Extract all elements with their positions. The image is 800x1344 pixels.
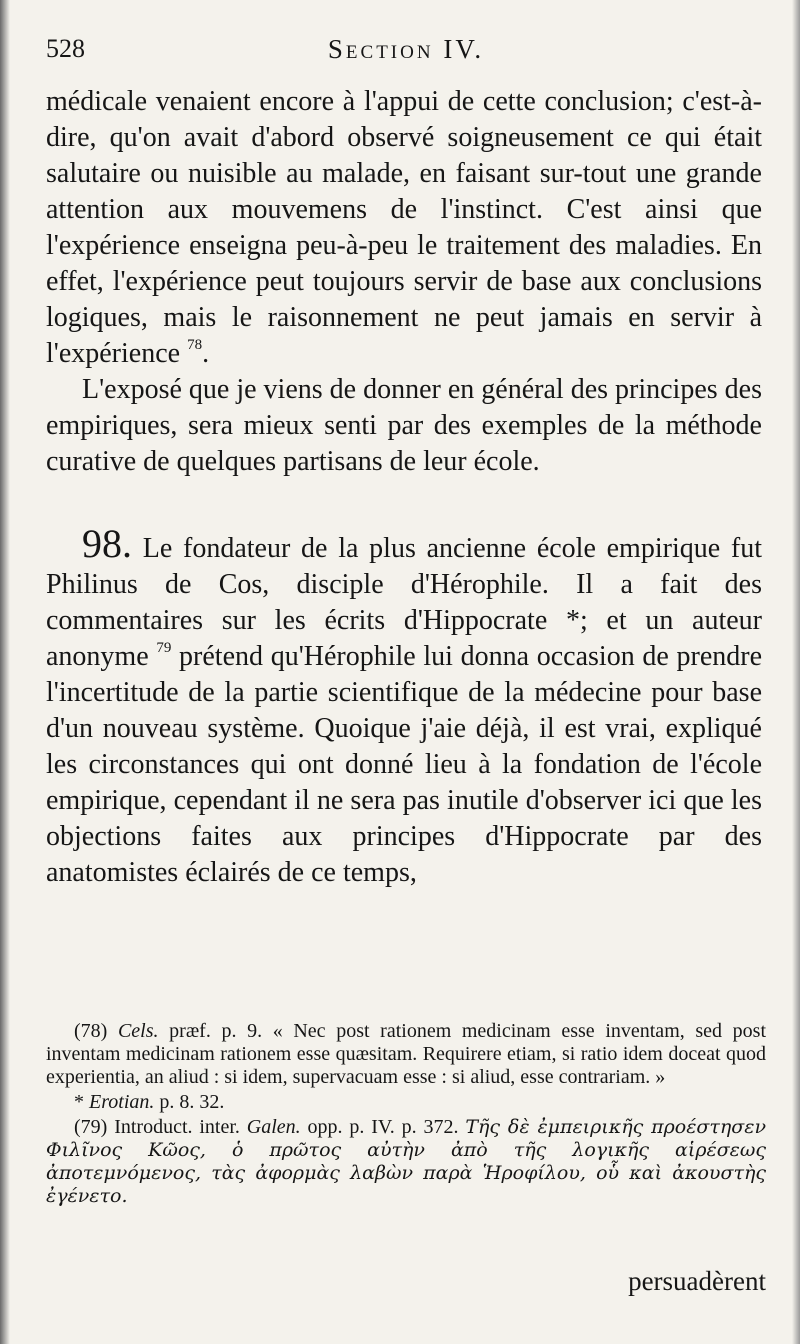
page-header — [46, 34, 766, 74]
note-ref-78: 78 — [187, 337, 203, 353]
footnote-star-text: p. 8. 32. — [159, 1091, 225, 1113]
footnote-78-author: Cels. — [117, 1020, 159, 1042]
paragraph-1-end: . — [202, 338, 210, 369]
footnote-79-author: Galen. — [246, 1116, 301, 1138]
page-edge-shadow — [792, 0, 800, 1344]
footnote-78-text: præf. p. 9. « Nec post rationem medicinam esse inventam, sed post inventam medicinam rationem esse quæsitam. Requirere etiam, si ratio idem doceat quod experientia, an aliud : si idem, supervacuam esse : si aliud, esse contrariam. » — [46, 1020, 767, 1088]
paragraph-1 — [46, 84, 762, 372]
section-98-text-a: Le fondateur de la plus ancienne école empirique fut Philinus de Cos, disciple d'Hérophile. Il a fait des commentaires sur les écrits d'Hippocrate *; et un auteur anonyme — [46, 533, 762, 672]
footnote-78-number: (78) — [74, 1020, 108, 1042]
footnote-79-text-a: Introduct. inter. — [114, 1116, 240, 1138]
footnote-79-text-b: opp. p. IV. p. 372. — [307, 1116, 459, 1138]
section-number: 98. — [82, 521, 132, 566]
section-98-text-b: prétend qu'Hérophile lui donna occasion de prendre l'incertitude de la partie scientifique de la médecine pour base d'un nouveau système. Quoique j'aie déjà, il est vrai, expliqué les circonstances qui ont donné lieu à la fondation de l'école empirique, cependant il ne sera pas inutile d'observer ici que les objections faites aux principes d'Hippocrate par des anatomistes éclairés de ce temps, — [46, 641, 763, 888]
page-number: 528 — [46, 34, 85, 63]
note-ref-79: 79 — [156, 640, 172, 656]
paragraph-2: L'exposé que je viens de donner en général des principes des empiriques, sera mieux senti par des exemples de la méthode curative de quelques partisans de leur école. — [46, 374, 762, 477]
catchword: persuadèrent — [628, 1266, 766, 1296]
paragraph-1-text: médicale venaient encore à l'appui de cette conclusion; c'est-à-dire, qu'on avait d'abord observé soigneusement ce qui était salutaire ou nuisible au malade, en faisant sur-tout une grande attention aux mouvemens de l'instinct. C'est ainsi que l'expérience enseigna peu-à-peu le traitement des maladies. En effet, l'expérience peut toujours servir de base aux conclusions logiques, mais le raisonnement ne peut jamais en servir à l'expérience — [46, 86, 762, 369]
section-98-paragraph — [46, 521, 763, 891]
page-gutter-shadow — [0, 0, 10, 1344]
footnote-78 — [46, 1020, 766, 1089]
body-text — [46, 84, 762, 891]
footnote-star-author: Erotian. — [89, 1091, 155, 1113]
running-title: Section IV. — [327, 34, 485, 64]
footnote-79-number: (79) — [74, 1116, 108, 1138]
footnote-79 — [46, 1116, 766, 1208]
footnote-star-mark: * — [74, 1091, 84, 1113]
footnote-star — [46, 1091, 766, 1114]
footnotes — [46, 1020, 766, 1208]
footnote-79-greek: Τῆς δὲ ἐμπειρικῆς προέστησεν Φιλῖνος Κῶος, ὁ πρῶτος αὐτὴν ἀπὸ τῆς λογικῆς αἱρέσεως ἀποτεμνόμενος, τὰς ἀφορμὰς λαβὼν παρὰ Ἡροφίλου, οὗ καὶ ἀκουστὴς ἐγένετο. — [46, 1116, 767, 1207]
